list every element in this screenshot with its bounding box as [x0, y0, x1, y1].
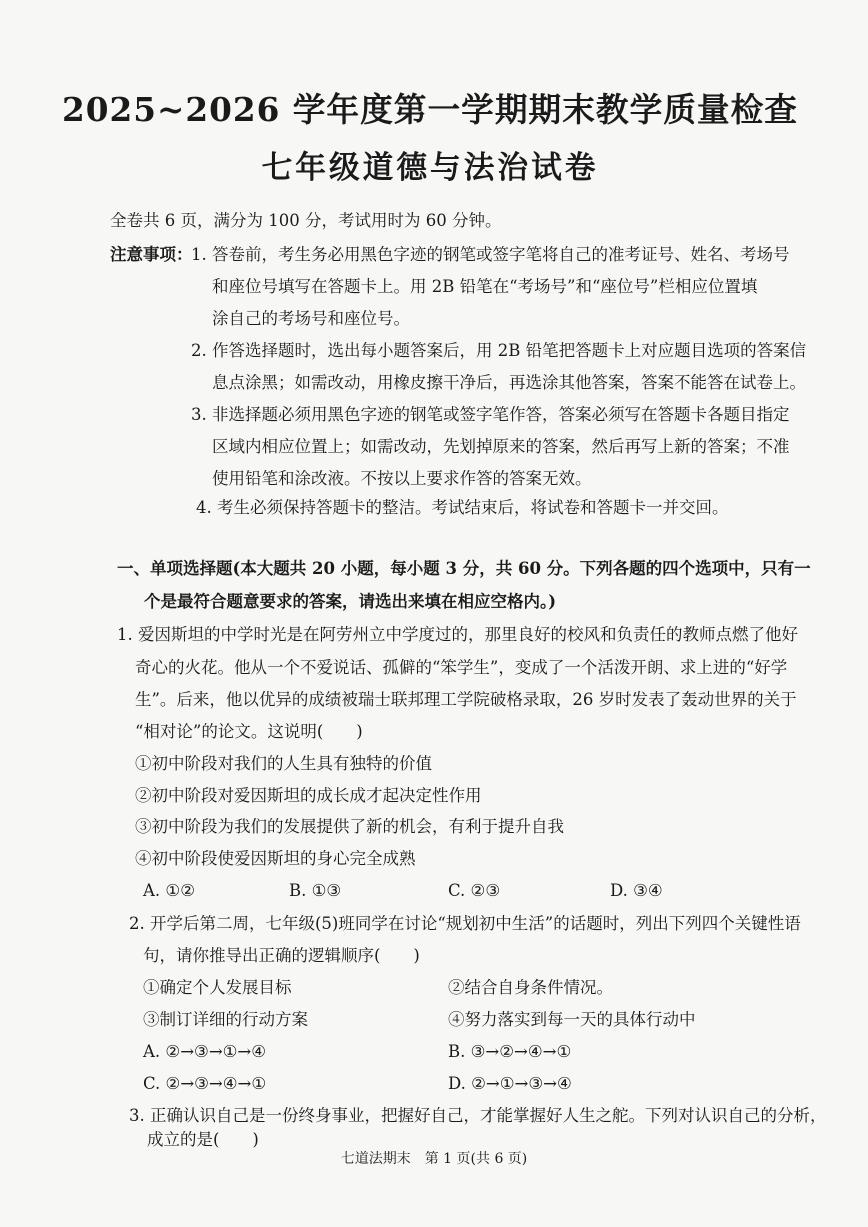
- question-1-item: ④初中阶段使爱因斯坦的身心完全成熟: [135, 849, 416, 868]
- question-2-option-d: D. ②→①→③→④: [448, 1074, 572, 1093]
- question-1-option-d: D. ③④: [610, 881, 663, 900]
- question-3-stem: 3. 正确认识自己是一份终身事业，把握好自己，才能掌握好人生之舵。下列对认识自己的分析，: [129, 1106, 827, 1125]
- notice-line: 涂自己的考场号和座位号。: [212, 309, 410, 328]
- notice-line: 区域内相应位置上；如需改动，先划掉原来的答案，然后再写上新的答案；不准: [212, 437, 790, 456]
- question-1-item: ③初中阶段为我们的发展提供了新的机会，有利于提升自我: [135, 817, 564, 836]
- notice-line: 使用铅笔和涂改液。不按以上要求作答的答案无效。: [212, 469, 592, 488]
- question-2-item: ②结合自身条件情况。: [448, 978, 613, 997]
- notice-line: 3. 非选择题必须用黑色字迹的钢笔或签字笔作答，答案必须写在答题卡各题目指定: [191, 405, 790, 424]
- question-2-item: ①确定个人发展目标: [143, 978, 292, 997]
- exam-subtitle: 七年级道德与法治试卷: [261, 150, 599, 186]
- question-1-stem: 1. 爱因斯坦的中学时光是在阿劳州立中学度过的，那里良好的校风和负责任的教师点燃了他好: [117, 625, 798, 644]
- section-heading: 个是最符合题意要求的答案，请选出来填在相应空格内。): [144, 592, 557, 611]
- page-footer: 七道法期末 第 1 页(共 6 页): [340, 1151, 528, 1167]
- question-1-option-a: A. ①②: [143, 881, 195, 900]
- question-2-option-b: B. ③→②→④→①: [448, 1042, 572, 1061]
- question-2-stem: 2. 开学后第二周，七年级(5)班同学在讨论“规划初中生活”的话题时，列出下列四个关键性语: [129, 914, 801, 933]
- exam-intro: 全卷共 6 页，满分为 100 分，考试用时为 60 分钟。: [110, 211, 502, 230]
- question-1-option-c: C. ②③: [448, 881, 501, 900]
- notice-label: 注意事项：: [110, 245, 193, 264]
- question-2-option-a: A. ②→③→①→④: [143, 1042, 267, 1061]
- notice-line: 1. 答卷前，考生务必用黑色字迹的钢笔或签字笔将自己的准考证号、姓名、考场号: [191, 245, 790, 264]
- question-2-option-c: C. ②→③→④→①: [143, 1074, 267, 1093]
- question-1-item: ①初中阶段对我们的人生具有独特的价值: [135, 754, 432, 773]
- notice-line: 2. 作答选择题时，选出每小题答案后，用 2B 铅笔把答题卡上对应题目选项的答案信: [191, 341, 807, 360]
- section-heading: 一、单项选择题(本大题共 20 小题，每小题 3 分，共 60 分。下列各题的四个选项中，只有一: [117, 559, 811, 578]
- question-2-item: ④努力落实到每一天的具体行动中: [448, 1010, 696, 1029]
- question-1-item: ②初中阶段对爱因斯坦的成长成才起决定性作用: [135, 786, 482, 805]
- question-1-option-b: B. ①③: [289, 881, 342, 900]
- notice-line: 4. 考生必须保持答题卡的整洁。考试结束后，将试卷和答题卡一并交回。: [196, 498, 729, 517]
- notice-line: 和座位号填写在答题卡上。用 2B 铅笔在“考场号”和“座位号”栏相应位置填: [212, 277, 758, 296]
- notice-line: 息点涂黑；如需改动，用橡皮擦干净后，再选涂其他答案，答案不能答在试卷上。: [212, 373, 806, 392]
- question-1-stem: 生”。后来，他以优异的成绩被瑞士联邦理工学院破格录取，26 岁时发表了轰动世界的关于: [135, 690, 797, 709]
- question-1-stem: 奇心的火花。他从一个不爱说话、孤僻的“笨学生”，变成了一个活泼开朗、求上进的“好学: [135, 658, 788, 677]
- question-3-stem: 成立的是( ): [147, 1130, 259, 1149]
- question-2-item: ③制订详细的行动方案: [143, 1010, 308, 1029]
- exam-title: 2025~2026 学年度第一学期期末教学质量检查: [62, 90, 799, 129]
- question-2-stem: 句，请你推导出正确的逻辑顺序( ): [143, 946, 420, 965]
- question-1-stem: “相对论”的论文。这说明( ): [135, 722, 363, 741]
